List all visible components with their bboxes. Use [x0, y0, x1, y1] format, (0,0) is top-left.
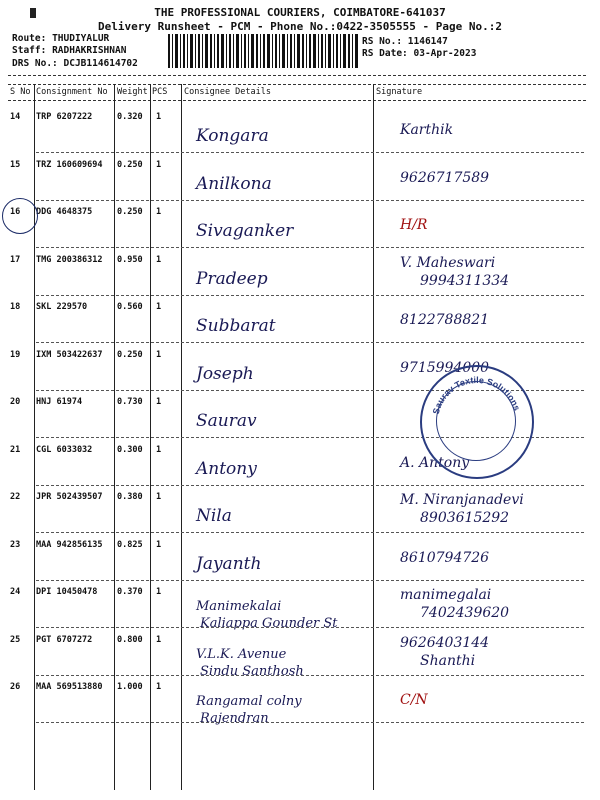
row-weight: 0.320: [117, 112, 143, 122]
rs-date-value: 03-Apr-2023: [413, 48, 477, 59]
row-consignee: Rangamal colny: [196, 694, 302, 709]
header-rule-top: [8, 75, 586, 76]
row-signature: A. Antony: [400, 454, 470, 471]
row-signature: Karthik: [400, 122, 454, 138]
col-header-consignee: Consignee Details: [184, 87, 271, 97]
row-separator: [36, 152, 584, 153]
row-sno: 14: [10, 112, 21, 122]
row-pcs: 1: [156, 492, 162, 502]
col-header-consignment: Consignment No: [36, 87, 108, 97]
stamp-text: Saurav Textile Solutions: [430, 374, 523, 416]
table-row: [0, 251, 600, 299]
row-pcs: 1: [156, 159, 162, 170]
row-pcs: 1: [156, 397, 162, 407]
row-sno: 25: [10, 634, 21, 645]
row-consignee: Antony: [196, 458, 257, 479]
rs-no-label: RS No.:: [362, 36, 403, 47]
staff-value: RADHAKRISHNAN: [52, 45, 127, 56]
row-sno: 21: [10, 444, 21, 455]
row-pcs: 1: [156, 634, 162, 645]
staff-label: Staff:: [12, 45, 47, 56]
row-separator: [36, 722, 584, 723]
row-signature: 9626403144: [400, 634, 490, 651]
col-header-weight: Weight: [117, 87, 148, 97]
stamp-text-ring: [422, 367, 532, 477]
row-consignee-line2: Rajendran: [200, 711, 269, 726]
table-row: [0, 536, 600, 584]
row-sno: 22: [10, 492, 21, 502]
row-consignment-no: SKL 229570: [36, 302, 88, 312]
company-line: THE PROFESSIONAL COURIERS, COIMBATORE-641037: [154, 6, 446, 19]
row-weight: 0.300: [117, 444, 143, 455]
rs-date-info: [362, 48, 476, 59]
row-consignment-no: MAA 569513880: [36, 682, 103, 692]
table-row: [0, 298, 600, 346]
row-consignment-no: PGT 6707272: [36, 634, 93, 645]
row-weight: 0.825: [117, 539, 143, 550]
drs-info: [12, 58, 138, 69]
row-pcs: 1: [156, 302, 162, 312]
row-pcs: 1: [156, 682, 162, 692]
row-weight: 0.250: [117, 159, 143, 170]
row-consignee: Anilkona: [196, 173, 272, 194]
row-sno: 18: [10, 302, 21, 312]
row-weight: 0.950: [117, 254, 143, 265]
row-consignee: Saurav: [196, 411, 257, 431]
table-row: [0, 678, 600, 726]
row-consignment-no: HNJ 61974: [36, 397, 83, 407]
row-signature-line2: 8903615292: [420, 510, 510, 526]
row-separator: [36, 627, 584, 628]
row-signature: M. Niranjanadevi: [400, 492, 524, 508]
row-consignment-no: IXM 503422637: [36, 349, 103, 360]
row-consignee: Nila: [196, 506, 232, 526]
rs-no-info: [362, 36, 448, 47]
staff-info: [12, 45, 126, 56]
row-16-circle-mark: [2, 198, 38, 234]
header-rule-bottom: [8, 100, 586, 101]
row-signature: manimegalai: [400, 587, 492, 603]
row-weight: 0.560: [117, 302, 143, 312]
row-pcs: 1: [156, 254, 162, 265]
row-consignment-no: DPI 10450478: [36, 587, 98, 597]
row-signature: V. Maheswari: [400, 254, 496, 271]
row-weight: 0.800: [117, 634, 143, 645]
row-consignee-line2: Kaliappa Gounder St: [200, 616, 338, 631]
table-row: [0, 203, 600, 251]
row-separator: [36, 485, 584, 486]
route-label: Route:: [12, 33, 47, 44]
route-info: [12, 33, 109, 44]
row-separator: [36, 532, 584, 533]
table-row: [0, 156, 600, 204]
row-pcs: 1: [156, 349, 162, 360]
row-signature: 8610794726: [400, 549, 490, 566]
row-consignment-no: DDG 4648375: [36, 207, 93, 217]
row-consignee: Manimekalai: [196, 599, 282, 614]
row-consignment-no: CGL 6033032: [36, 444, 93, 455]
row-pcs: 1: [156, 207, 162, 217]
row-weight: 1.000: [117, 682, 143, 692]
table-row: [0, 583, 600, 631]
row-signature: 9626717589: [400, 169, 490, 186]
row-pcs: 1: [156, 587, 162, 597]
drs-label: DRS No.:: [12, 58, 58, 69]
rs-no-value: 1146147: [407, 36, 448, 47]
table-row: [0, 108, 600, 156]
row-weight: 0.380: [117, 492, 143, 502]
svg-text:Saurav Textile Solutions: [431, 375, 522, 415]
row-sno: 26: [10, 682, 21, 692]
row-weight: 0.250: [117, 349, 143, 360]
row-sno: 19: [10, 349, 21, 360]
row-consignee: Kongara: [196, 126, 269, 146]
row-signature: H/R: [400, 217, 428, 233]
row-weight: 0.250: [117, 207, 143, 217]
row-consignment-no: MAA 942856135: [36, 539, 103, 550]
runsheet-title: Delivery Runsheet - PCM - Phone No.:0422-3505555 - Page No.:2: [98, 20, 502, 33]
row-separator: [36, 675, 584, 676]
row-consignee: Sivaganker: [196, 221, 294, 241]
row-separator: [36, 295, 584, 296]
row-signature-line2: 9994311334: [420, 272, 510, 289]
row-consignee: Subbarat: [196, 316, 276, 336]
row-consignee: Joseph: [196, 363, 254, 384]
rs-date-label: RS Date:: [362, 48, 408, 59]
col-header-pcs: PCS: [152, 87, 168, 97]
row-sno: 24: [10, 587, 21, 597]
row-consignee-line2: Sindu Santhosh: [200, 663, 304, 679]
row-pcs: 1: [156, 444, 162, 455]
row-sno: 17: [10, 254, 21, 265]
row-separator: [36, 200, 584, 201]
row-consignee: Pradeep: [196, 268, 268, 289]
table-row: [0, 488, 600, 536]
row-consignment-no: TRP 6207222: [36, 112, 93, 122]
row-sno: 20: [10, 397, 21, 407]
row-sno: 23: [10, 539, 21, 550]
row-signature-line2: 7402439620: [420, 605, 510, 621]
row-weight: 0.730: [117, 397, 143, 407]
row-sno: 16: [10, 207, 21, 217]
col-header-signature: Signature: [376, 87, 423, 97]
row-separator: [36, 247, 584, 248]
row-separator: [36, 580, 584, 581]
row-sno: 15: [10, 159, 21, 170]
row-consignment-no: JPR 502439507: [36, 492, 103, 502]
row-signature: C/N: [400, 692, 428, 708]
row-pcs: 1: [156, 539, 162, 550]
col-header-sno: S No: [10, 87, 31, 97]
row-consignee: V.L.K. Avenue: [196, 646, 287, 662]
row-consignment-no: TRZ 160609694: [36, 159, 103, 170]
header-rule-mid: [8, 84, 586, 85]
route-value: THUDIYALUR: [52, 33, 110, 44]
row-signature: 9715994000: [400, 359, 490, 376]
table-row: [0, 631, 600, 679]
company-stamp: [420, 365, 534, 479]
row-signature: 8122788821: [400, 312, 490, 328]
drs-value: DCJB114614702: [63, 58, 138, 69]
row-separator: [36, 342, 584, 343]
row-consignee: Jayanth: [196, 553, 262, 574]
row-consignment-no: TMG 200386312: [36, 254, 103, 265]
row-signature-line2: Shanthi: [420, 652, 476, 669]
barcode-image: [168, 34, 358, 68]
row-weight: 0.370: [117, 587, 143, 597]
row-pcs: 1: [156, 112, 162, 122]
